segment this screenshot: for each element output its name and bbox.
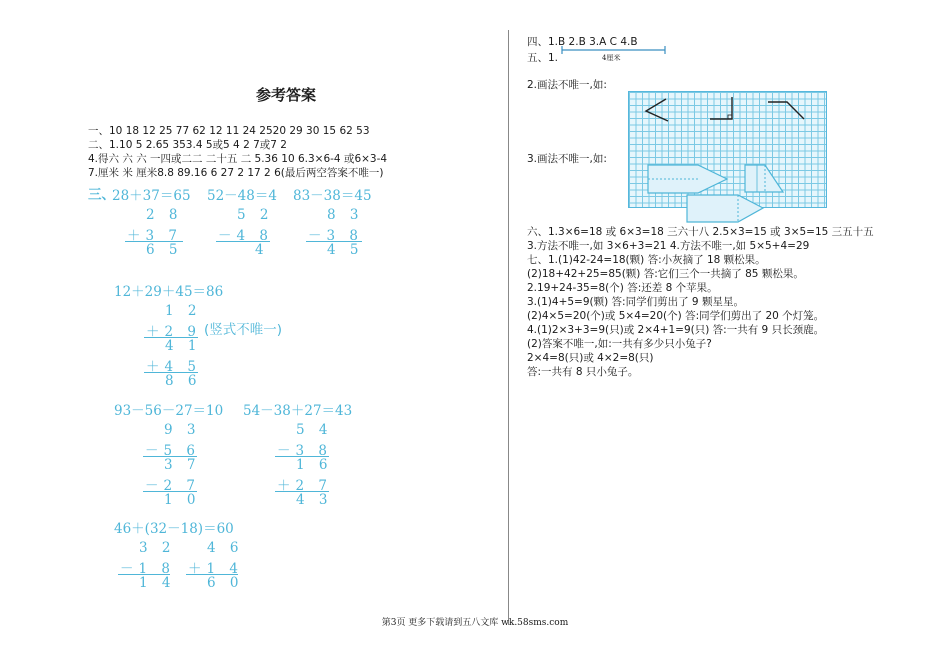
section-5: 五、1. [527, 52, 559, 64]
calc5-top: 9 3 [164, 422, 201, 438]
q2-text: 2.画法不唯一,如: [527, 79, 607, 91]
section-3-label: 三、 [88, 187, 115, 203]
equation-6: 54－38＋27＝43 [243, 403, 353, 419]
answer-line-3: 4.得六 六 六 一四或二二 二十五 二 5.36 10 6.3×6-4 或6×3-4 [88, 153, 388, 165]
calc5-op1: －5 6 [145, 443, 200, 459]
calc6-top: 5 4 [296, 422, 333, 438]
calc6-result: 4 3 [296, 492, 333, 508]
calc2-top: 5 2 [237, 207, 274, 223]
section-6-line2: 3.方法不唯一,如 3×6+3=21 4.方法不唯一,如 5×5+4=29 [527, 240, 810, 252]
section-6: 六、1.3×6=18 或 6×3=18 三六十八 2.5×3=15 或 3×5=15 三五十五 [527, 226, 874, 238]
section-7-q4-1: 4.(1)2×3+3=9(只)或 2×4+1=9(只) 答:一共有 9 只长颈鹿。 [527, 324, 825, 336]
calc3-op: －3 8 [308, 228, 363, 244]
calc2-op: －4 8 [218, 228, 273, 244]
calc5-result: 1 0 [164, 492, 201, 508]
vertical-note: (竖式不唯一) [204, 322, 283, 338]
calc1-op: ＋3 7 [127, 228, 182, 244]
column-divider [508, 30, 509, 625]
calc5-mid: 3 7 [164, 457, 201, 473]
calc2-result: 4 [255, 242, 269, 258]
section-7-q1-2: (2)18+42+25=85(颗) 答:它们三个一共摘了 85 颗松果。 [527, 268, 804, 280]
section-4: 四、1.B 2.B 3.A C 4.B [527, 36, 638, 48]
calc8-result: 6 0 [207, 575, 244, 591]
section-7-q4-2: (2)答案不唯一,如:一共有多少只小兔子? [527, 338, 712, 350]
equation-4: 12＋29＋45＝86 [114, 284, 224, 300]
section-7-q3-1: 3.(1)4+5=9(颗) 答:同学们剪出了 9 颗星星。 [527, 296, 744, 308]
answer-line-1: 一、10 18 12 25 77 62 12 11 24 2520 29 30 15 62 53 [88, 125, 370, 137]
section-7-q3-2: (2)4×5=20(个)或 5×4=20(个) 答:同学们剪出了 20 个灯笼。 [527, 310, 825, 322]
calc1-top: 2 8 [146, 207, 183, 223]
segment-label: 4厘米 [602, 54, 621, 62]
page-title: 参考答案 [256, 86, 317, 104]
calc6-mid: 1 6 [296, 457, 333, 473]
calc5-op2: －2 7 [145, 478, 200, 494]
equation-2: 52－48＝4 [207, 188, 277, 204]
calc7-top: 3 2 [139, 540, 176, 556]
answer-line-2: 二、1.10 5 2.65 353.4 5或5 4 2 7或7 2 [88, 139, 287, 151]
answer-line-4: 7.厘米 米 厘米8.8 89.16 6 27 2 17 2 6(最后两空答案不唯一) [88, 167, 384, 179]
calc8-top: 4 6 [207, 540, 244, 556]
section-7-q2: 2.19+24-35=8(个) 答:还差 8 个苹果。 [527, 282, 718, 294]
section-7-q1-1: 七、1.(1)42-24=18(颗) 答:小灰摘了 18 颗松果。 [527, 254, 766, 266]
calc1-result: 6 5 [146, 242, 183, 258]
calc4-result: 8 6 [165, 373, 202, 389]
section-7-q4-3: 2×4=8(只)或 4×2=8(只) [527, 352, 654, 364]
calc6-op2: ＋2 7 [277, 478, 332, 494]
calc6-op1: －3 8 [277, 443, 332, 459]
calc8-op: ＋1 4 [188, 561, 243, 577]
page-footer: 第3页 更多下载请到五八文库 wk.58sms.com [381, 618, 569, 628]
calc7-op: －1 8 [120, 561, 175, 577]
calc4-op2: ＋4 5 [146, 359, 201, 375]
calc4-op1: ＋2 9 [146, 324, 201, 340]
equation-1: 28＋37＝65 [112, 188, 191, 204]
calc3-top: 8 3 [327, 207, 364, 223]
calc7-result: 1 4 [139, 575, 176, 591]
equation-7: 46＋(32－18)＝60 [114, 521, 234, 537]
calc4-top: 1 2 [165, 303, 202, 319]
calc4-mid: 4 1 [165, 338, 202, 354]
q3-text: 3.画法不唯一,如: [527, 153, 607, 165]
calc3-result: 4 5 [327, 242, 364, 258]
section-7-q4-4: 答:一共有 8 只小兔子。 [527, 366, 639, 378]
equation-3: 83－38＝45 [293, 188, 372, 204]
equation-5: 93－56－27＝10 [114, 403, 224, 419]
shape-drawings [640, 160, 820, 226]
